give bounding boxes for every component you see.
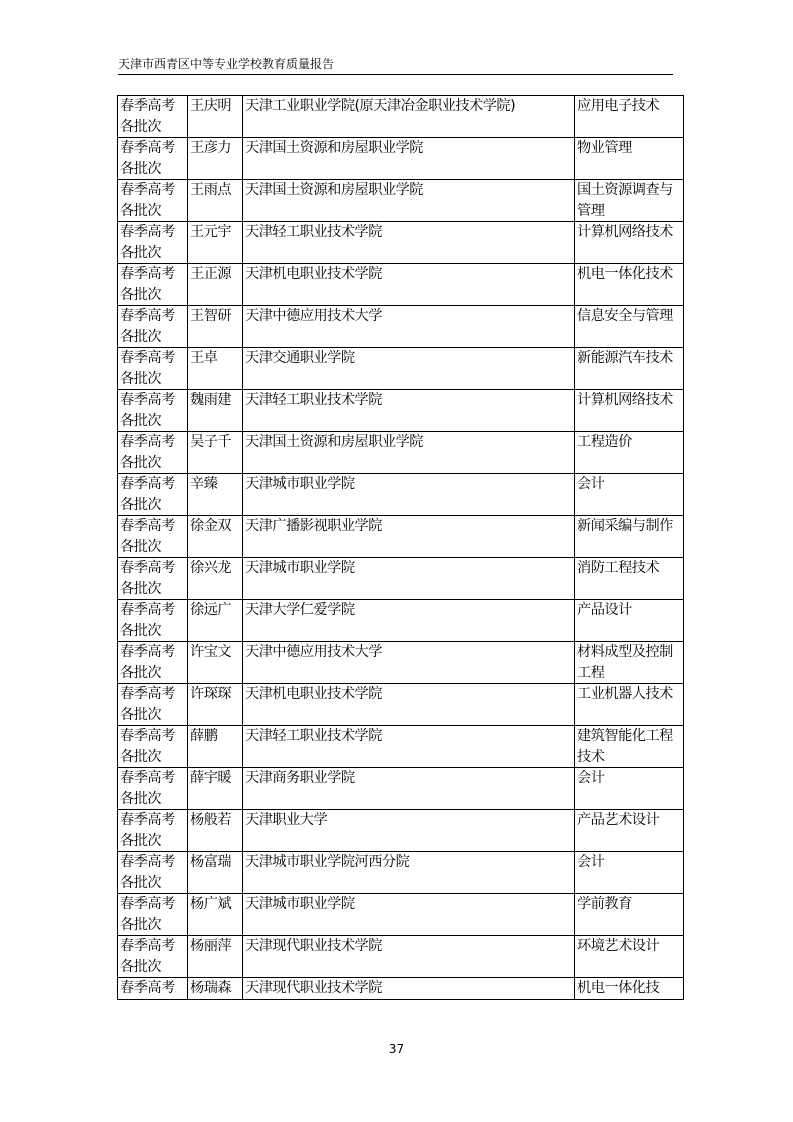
school-cell: 天津大学仁爱学院 (243, 600, 575, 642)
major-cell: 消防工程技术 (575, 558, 684, 600)
major-cell: 环境艺术设计 (575, 936, 684, 978)
major-cell: 计算机网络技术 (575, 390, 684, 432)
major-cell: 材料成型及控制工程 (575, 642, 684, 684)
major-cell: 计算机网络技术 (575, 222, 684, 264)
name-cell: 王彦力 (188, 138, 243, 180)
name-cell: 杨富瑞 (188, 852, 243, 894)
table-row (118, 222, 684, 264)
name-cell: 许琛琛 (188, 684, 243, 726)
major-cell: 应用电子技术 (575, 96, 684, 138)
major-cell: 机电一体化技 (575, 978, 684, 1000)
school-cell: 天津城市职业学院 (243, 894, 575, 936)
major-cell: 产品设计 (575, 600, 684, 642)
table-row (118, 978, 684, 1000)
school-cell: 天津交通职业学院 (243, 348, 575, 390)
name-cell: 徐远广 (188, 600, 243, 642)
school-cell: 天津职业大学 (243, 810, 575, 852)
major-cell: 会计 (575, 852, 684, 894)
school-cell: 天津现代职业技术学院 (243, 936, 575, 978)
name-cell: 徐兴龙 (188, 558, 243, 600)
name-cell: 王雨点 (188, 180, 243, 222)
category-cell: 春季高考各批次 (118, 96, 188, 138)
category-cell: 春季高考各批次 (118, 642, 188, 684)
table-row (118, 138, 684, 180)
table-row (118, 936, 684, 978)
table-row (118, 390, 684, 432)
table-row (118, 894, 684, 936)
major-cell: 会计 (575, 474, 684, 516)
school-cell: 天津城市职业学院 (243, 558, 575, 600)
table-row (118, 852, 684, 894)
category-cell: 春季高考各批次 (118, 474, 188, 516)
name-cell: 杨瑞森 (188, 978, 243, 1000)
name-cell: 徐金双 (188, 516, 243, 558)
table-row (118, 306, 684, 348)
name-cell: 王正源 (188, 264, 243, 306)
school-cell: 天津机电职业技术学院 (243, 684, 575, 726)
category-cell: 春季高考各批次 (118, 684, 188, 726)
category-cell: 春季高考各批次 (118, 894, 188, 936)
name-cell: 薛宇暖 (188, 768, 243, 810)
table-row (118, 180, 684, 222)
major-cell: 新能源汽车技术 (575, 348, 684, 390)
table-row (118, 726, 684, 768)
category-cell: 春季高考 (118, 978, 188, 1000)
school-cell: 天津机电职业技术学院 (243, 264, 575, 306)
category-cell: 春季高考各批次 (118, 600, 188, 642)
major-cell: 产品艺术设计 (575, 810, 684, 852)
name-cell: 王卓 (188, 348, 243, 390)
category-cell: 春季高考各批次 (118, 390, 188, 432)
school-cell: 天津广播影视职业学院 (243, 516, 575, 558)
table-row (118, 264, 684, 306)
category-cell: 春季高考各批次 (118, 348, 188, 390)
major-cell: 学前教育 (575, 894, 684, 936)
category-cell: 春季高考各批次 (118, 726, 188, 768)
major-cell: 会计 (575, 768, 684, 810)
category-cell: 春季高考各批次 (118, 936, 188, 978)
table-row (118, 348, 684, 390)
school-cell: 天津轻工职业技术学院 (243, 390, 575, 432)
category-cell: 春季高考各批次 (118, 306, 188, 348)
name-cell: 辛臻 (188, 474, 243, 516)
table-row (118, 684, 684, 726)
header-divider (118, 74, 673, 75)
major-cell: 工业机器人技术 (575, 684, 684, 726)
table-row (118, 600, 684, 642)
school-cell: 天津商务职业学院 (243, 768, 575, 810)
category-cell: 春季高考各批次 (118, 264, 188, 306)
table-row (118, 96, 684, 138)
table-row (118, 810, 684, 852)
table-row (118, 474, 684, 516)
school-cell: 天津轻工职业技术学院 (243, 726, 575, 768)
category-cell: 春季高考各批次 (118, 852, 188, 894)
category-cell: 春季高考各批次 (118, 432, 188, 474)
category-cell: 春季高考各批次 (118, 180, 188, 222)
category-cell: 春季高考各批次 (118, 810, 188, 852)
school-cell: 天津城市职业学院河西分院 (243, 852, 575, 894)
school-cell: 天津工业职业学院(原天津冶金职业技术学院) (243, 96, 575, 138)
category-cell: 春季高考各批次 (118, 138, 188, 180)
school-cell: 天津中德应用技术大学 (243, 306, 575, 348)
school-cell: 天津国土资源和房屋职业学院 (243, 432, 575, 474)
major-cell: 信息安全与管理 (575, 306, 684, 348)
name-cell: 王智研 (188, 306, 243, 348)
category-cell: 春季高考各批次 (118, 558, 188, 600)
school-cell: 天津国土资源和房屋职业学院 (243, 138, 575, 180)
name-cell: 杨丽萍 (188, 936, 243, 978)
school-cell: 天津现代职业技术学院 (243, 978, 575, 1000)
school-cell: 天津轻工职业技术学院 (243, 222, 575, 264)
page-number: 37 (388, 1042, 405, 1056)
table-row (118, 432, 684, 474)
name-cell: 魏雨建 (188, 390, 243, 432)
school-cell: 天津国土资源和房屋职业学院 (243, 180, 575, 222)
major-cell: 建筑智能化工程技术 (575, 726, 684, 768)
major-cell: 物业管理 (575, 138, 684, 180)
category-cell: 春季高考各批次 (118, 768, 188, 810)
name-cell: 杨般若 (188, 810, 243, 852)
name-cell: 杨广斌 (188, 894, 243, 936)
name-cell: 许宝文 (188, 642, 243, 684)
school-cell: 天津中德应用技术大学 (243, 642, 575, 684)
major-cell: 机电一体化技术 (575, 264, 684, 306)
major-cell: 新闻采编与制作 (575, 516, 684, 558)
category-cell: 春季高考各批次 (118, 222, 188, 264)
table-row (118, 516, 684, 558)
page-header-title: 天津市西青区中等专业学校教育质量报告 (118, 57, 335, 71)
table-row (118, 558, 684, 600)
table-row (118, 768, 684, 810)
major-cell: 国土资源调查与管理 (575, 180, 684, 222)
major-cell: 工程造价 (575, 432, 684, 474)
name-cell: 薛鹏 (188, 726, 243, 768)
school-cell: 天津城市职业学院 (243, 474, 575, 516)
name-cell: 吴子千 (188, 432, 243, 474)
name-cell: 王元宇 (188, 222, 243, 264)
category-cell: 春季高考各批次 (118, 516, 188, 558)
table-row (118, 642, 684, 684)
name-cell: 王庆明 (188, 96, 243, 138)
admissions-table (117, 95, 684, 1000)
